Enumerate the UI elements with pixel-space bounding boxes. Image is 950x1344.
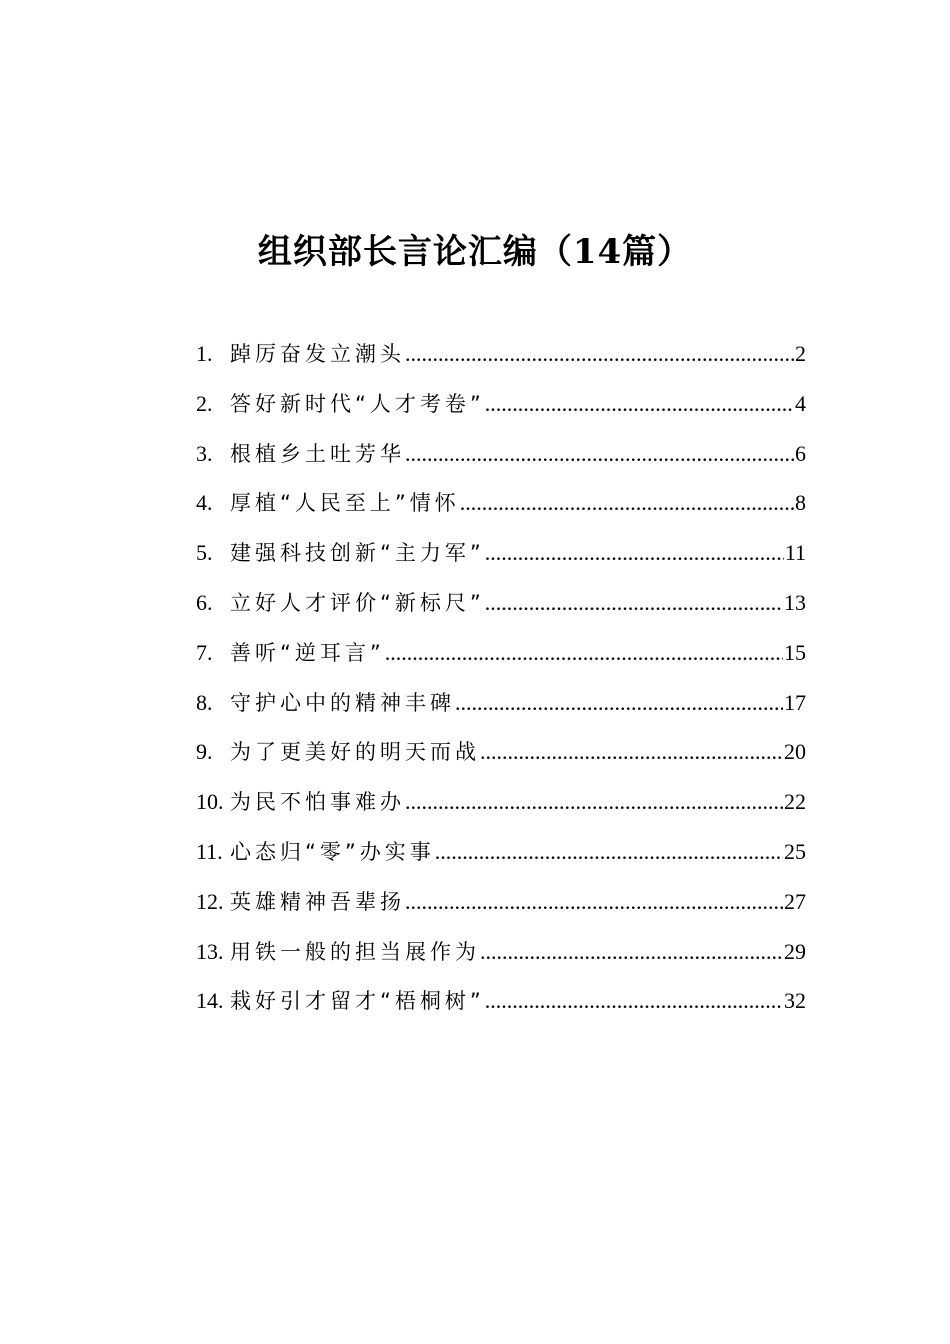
toc-dot-leader <box>485 976 783 1026</box>
toc-entry-title: 英雄精神吾辈扬 <box>230 889 405 914</box>
toc-dot-leader <box>435 827 783 877</box>
toc-dot-leader <box>405 777 783 827</box>
toc-entry-page: 15 <box>784 639 806 665</box>
toc-entry-title: 为了更美好的明天而战 <box>230 740 480 765</box>
toc-entry-12[interactable] <box>196 877 806 927</box>
toc-entry-title: 善听“逆耳言” <box>230 640 385 665</box>
toc-dot-leader <box>385 628 783 678</box>
toc-entry-title: 踔厉奋发立潮头 <box>230 342 405 366</box>
toc-entry-number: 10. <box>196 789 224 815</box>
toc-entry-page: 20 <box>784 739 806 765</box>
toc-entry-title: 立好人才评价“新标尺” <box>230 590 485 615</box>
toc-entry-number: 3. <box>196 440 213 466</box>
toc-entry-number: 14. <box>196 988 224 1014</box>
toc-entry-title: 建强科技创新“主力军” <box>230 541 485 566</box>
toc-entry-title: 厚植“人民至上”情怀 <box>230 491 460 516</box>
toc-entry-8[interactable] <box>196 678 806 728</box>
toc-entry-page: 29 <box>784 938 806 964</box>
toc-dot-leader <box>405 429 794 479</box>
toc-entry-number: 2. <box>196 390 213 416</box>
toc-entry-page: 2 <box>795 341 806 366</box>
toc-dot-leader <box>405 329 794 379</box>
table-of-contents <box>196 329 806 1026</box>
toc-dot-leader <box>480 927 783 977</box>
toc-entry-number: 13. <box>196 938 224 964</box>
toc-entry-page: 27 <box>784 888 806 914</box>
toc-entry-page: 8 <box>795 490 806 516</box>
toc-entry-title: 用铁一般的担当展作为 <box>230 939 480 964</box>
toc-entry-number: 6. <box>196 589 213 615</box>
toc-entry-5[interactable] <box>196 528 806 578</box>
toc-entry-title: 栽好引才留才“梧桐树” <box>230 989 485 1014</box>
toc-dot-leader <box>485 578 783 628</box>
toc-entry-number: 4. <box>196 490 213 516</box>
toc-entry-page: 17 <box>784 689 806 715</box>
toc-entry-number: 8. <box>196 689 213 715</box>
toc-entry-number: 1. <box>196 341 213 366</box>
toc-entry-14[interactable] <box>196 976 806 1026</box>
toc-entry-page: 32 <box>784 988 806 1014</box>
toc-entry-number: 5. <box>196 540 213 566</box>
toc-entry-page: 25 <box>784 838 806 864</box>
toc-entry-9[interactable] <box>196 727 806 777</box>
toc-entry-13[interactable] <box>196 927 806 977</box>
toc-entry-6[interactable] <box>196 578 806 628</box>
toc-dot-leader <box>405 877 783 927</box>
toc-entry-number: 12. <box>196 888 224 914</box>
toc-entry-10[interactable] <box>196 777 806 827</box>
toc-entry-7[interactable] <box>196 628 806 678</box>
toc-entry-4[interactable] <box>196 478 806 528</box>
toc-entry-number: 7. <box>196 639 213 665</box>
page-title: 组织部长言论汇编（14篇） <box>257 232 693 272</box>
toc-entry-page: 13 <box>784 589 806 615</box>
toc-entry-number: 11. <box>196 838 223 864</box>
toc-entry-11[interactable] <box>196 827 806 877</box>
toc-entry-title: 为民不怕事难办 <box>230 790 405 815</box>
toc-dot-leader <box>480 727 783 777</box>
toc-entry-page: 22 <box>784 789 806 815</box>
toc-entry-page: 4 <box>795 390 806 416</box>
toc-dot-leader <box>455 678 783 728</box>
toc-entry-3[interactable] <box>196 429 806 479</box>
toc-dot-leader <box>485 528 784 578</box>
toc-entry-title: 答好新时代“人才考卷” <box>230 391 485 416</box>
toc-entry-title: 根植乡土吐芳华 <box>230 441 405 466</box>
toc-entry-1[interactable] <box>196 329 806 379</box>
toc-dot-leader <box>460 478 794 528</box>
toc-dot-leader <box>485 379 794 429</box>
toc-entry-2[interactable] <box>196 379 806 429</box>
toc-entry-number: 9. <box>196 739 213 765</box>
toc-entry-title: 守护心中的精神丰碑 <box>230 690 455 715</box>
toc-entry-page: 11 <box>784 540 806 566</box>
toc-entry-page: 6 <box>795 440 806 466</box>
toc-entry-title: 心态归“零”办实事 <box>230 839 435 864</box>
